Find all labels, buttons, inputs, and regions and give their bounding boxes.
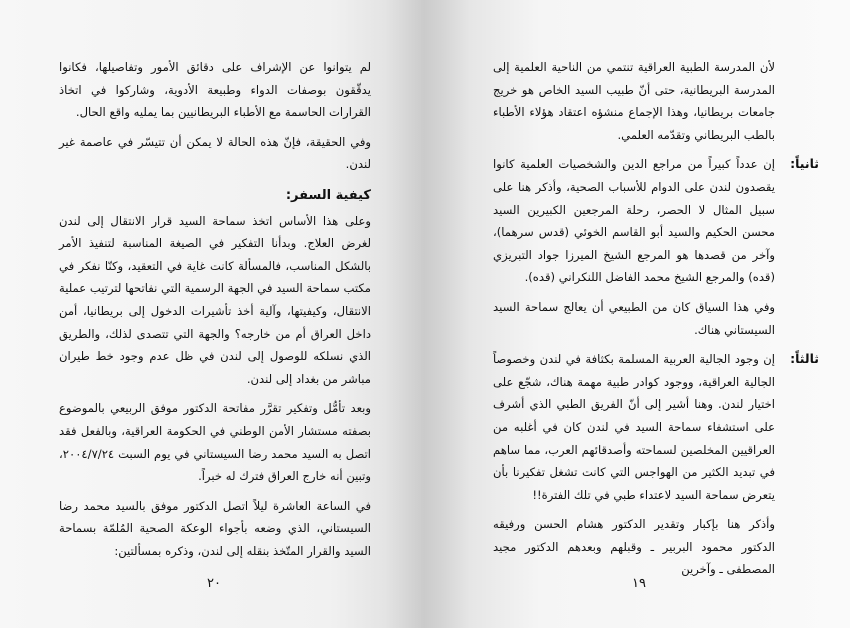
section-heading: كيفية السفر: bbox=[285, 187, 371, 203]
right-paragraph-closing: وأذكر هنا بإكبار وتقدير الدكتور هشام الحسن ورفيقه الدكتور محمود البربير ـ وقبلهم وبعدهم الدكتور مجيد المصطفى ـ وآخرين bbox=[493, 517, 775, 577]
left-paragraph: في الساعة العاشرة ليلاً اتصل الدكتور موفق بالسيد محمد رضا السيستاني، الذي وضعه بأجواء الوعكة الصحية المُلمّة بسماحة السيد والقرار المتّخذ بنقله إلى لندن، وذكره بمسألتين: bbox=[59, 498, 371, 558]
item-paragraph: إن وجود الجالية العربية المسلمة بكثافة في لندن وخصوصاً الجالية العراقية، ووجود كوادر طبية مهمة هناك، شجّع على اختيار لندن. وهنا أشير إلى أنّ الفريق الطبي الذي أشرف على استشفاء سماحة السيد في لندن كان في أغلبه من العراقيين المخلصين لسماحته وأصدقائهم العرب، مما ساهم في تبديد الكثير من الهواجس التي كانت تشغل تفكيرنا بأن يتعرض سماحة السيد لاعتداء طبي في تلك الفترة!! bbox=[493, 352, 775, 502]
item-paragraph: إن عدداً كبيراً من مراجع الدين والشخصيات العلمية كانوا يقصدون لندن على الدوام للأسباب الصحية، وأذكر هنا على سبيل المثال لا الحصر، رحلة المرجعين الكبيرين السيد محسن الحكيم والسيد أبو القاسم الخوئي (قدس سرهما)، وآخر من قصدها هو المرجع الشيخ الميرزا جواد التبريزي (قده) والمرجع الشيخ محمد الفاضل اللنكراني (قده). bbox=[493, 157, 775, 285]
item-second bbox=[493, 153, 819, 341]
item-marker: ثانياً: bbox=[790, 156, 819, 172]
left-paragraph: وفي الحقيقة، فإنّ هذه الحالة لا يمكن أن تتيسّر في عاصمة غير لندن. bbox=[59, 134, 371, 172]
item-paragraph: وفي هذا السياق كان من الطبيعي أن يعالج سماحة السيد السيستاني هناك. bbox=[493, 299, 775, 337]
page-number-left: ٢٠ bbox=[207, 576, 221, 591]
item-marker: ثالثاً: bbox=[790, 351, 819, 367]
right-paragraph-intro: لأن المدرسة الطبية العراقية تنتمي من الناحية العلمية إلى المدرسة البريطانية، حتى أنّ طبيب السيد الخاص هو خريج جامعات بريطانيا، وهذا الإجماع منشؤه اعتقاد هؤلاء الأطباء بالطب البريطاني وتقدّمه العلمي. bbox=[493, 60, 775, 142]
page-number-right: ١٩ bbox=[632, 576, 646, 591]
right-page bbox=[493, 56, 819, 581]
left-paragraph: وعلى هذا الأساس اتخذ سماحة السيد قرار الانتقال إلى لندن لغرض العلاج. وبدأنا التفكير في الصيغة المناسبة لتنفيذ الأمر بالشكل المناسب، فالمسألة كانت غاية في التعقيد، وكنّا نفكر في مكتب سماحة السيد في الجهة الرسمية التي نفاتحها لترتيب عملية الانتقال، وكيفيتها، وآلية أخذ تأشيرات الدخول إلى بريطانيا، أمن داخل العراق أم من خارجه؟ والجهة التي تتصدى لذلك، والطريق الذي نسلكه للوصول إلى لندن في ظل عدم وجود خط طيران مباشر من بغداد إلى لندن. bbox=[59, 213, 371, 386]
item-third bbox=[493, 348, 819, 506]
left-paragraph: وبعد تأمُّل وتفكير تقرَّر مفاتحة الدكتور موفق الربيعي بالموضوع بصفته مستشار الأمن الوطني في الحكومة العراقية، وبالفعل فقد اتصل به السيد محمد رضا السيستاني في يوم السبت ٢٠٠٤/٧/٢٤، وتبين أنه خارج العراق فترك له خبراً. bbox=[59, 401, 371, 484]
left-page bbox=[59, 56, 371, 562]
left-paragraph: لم يتوانوا عن الإشراف على دقائق الأمور وتفاصيلها، فكانوا يدقّقون بوصفات الدواء وطبيعة الأدوية، وشاركوا في اتخاذ القرارات الحاسمة مع الأطباء البريطانيين بما يمليه واقع الحال. bbox=[59, 60, 371, 120]
